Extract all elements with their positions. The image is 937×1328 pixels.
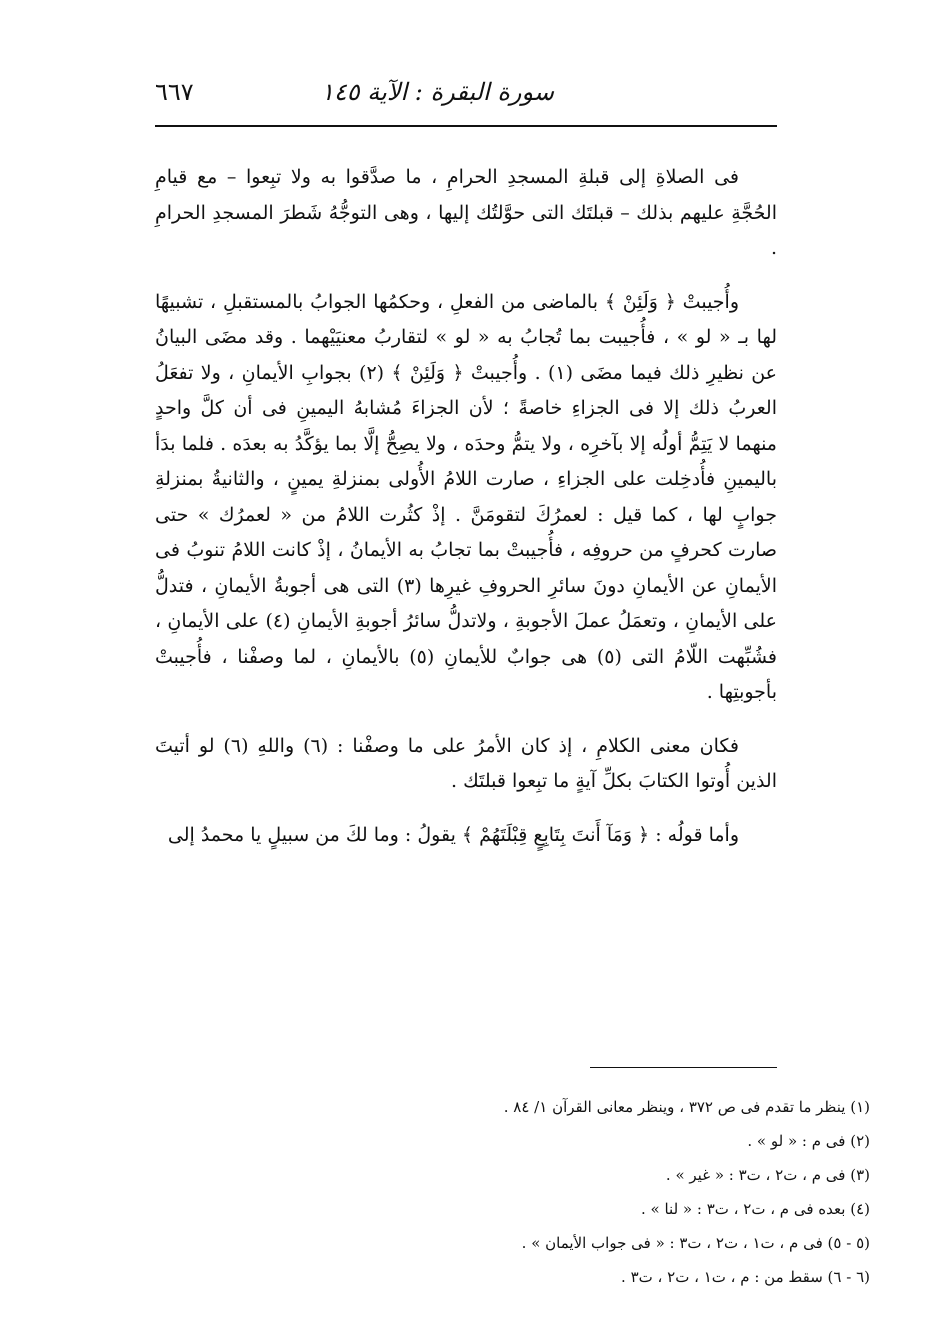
- footnote: (١) ينظر ما تقدم فى ص ٣٧٢ ، وينظر معانى القرآن ١/ ٨٤ .: [503, 1098, 870, 1116]
- page-number: ٦٦٧: [155, 78, 194, 106]
- footnote: (٤) بعده فى م ، ت٢ ، ت٣ : « لنا » .: [641, 1200, 870, 1218]
- footnote: (٦ - ٦) سقط من : م ، ت١ ، ت٢ ، ت٣ .: [621, 1268, 870, 1286]
- footnote: (٣) فى م ، ت٢ ، ت٣ : « غير » .: [665, 1166, 870, 1184]
- footnote: (٢) فى م : « لو » .: [747, 1132, 870, 1150]
- footnotes: [300, 1090, 870, 1294]
- paragraph: فى الصلاةِ إلى قبلةِ المسجدِ الحرامِ ، ما صدَّقوا به ولا تبِعوا – مع قيامِ الحُجَّةِ عليهم بذلك – قبلتَك التى حوَّلتُك إليها ، وهى التوجُّهُ شَطرَ المسجدِ الحرامِ .: [155, 166, 777, 259]
- footnote: (٥ - ٥) فى م ، ت١ ، ت٢ ، ت٣ : « فى جواب الأيمان » .: [521, 1234, 870, 1252]
- paragraph: وأُجيبتْ ﴿ وَلَئِنْ ﴾ بالماضى من الفعلِ ، وحكمُها الجوابُ بالمستقبلِ ، تشبيهًا لها بـ « لو » ، فأُجيبت بما تُجابُ به « لو » لتقاربُ معنيَيْهما . وقد مضَى البيانُ عن نظيرِ ذلك فيما مضَى (١) . وأُجيبتْ ﴿ وَلَئِنْ ﴾ (٢) بجوابِ الأيمانِ ، ولا تفعَلُ العربُ ذلك إلا فى الجزاءِ خاصةً ؛ لأن الجزاءَ مُشابهُ اليمينِ فى أن كلَّ واحدٍ منهما لا يَتِمُّ أولُه إلا بآخرِه ، ولا يتمُّ وحدَه ، ولا يصِحُّ إلَّا بما يؤكَّدُ به بعدَه . فلما بدَأ باليمينِ فأُدخِلت على الجزاءِ ، صارت اللامُ الأُولى بمنزلةِ يمينٍ ، والثانيةُ بمنزلةِ جوابٍ لها ، كما قيل : لعمرُكَ لتقومَنَّ . إذْ كثُرت اللامُ من « لعمرُك » حتى صارت كحرفٍ من حروفِه ، فأُجيبتْ بما تجابُ به الأيمانُ ، إذْ كانت اللامُ تنوبُ فى الأيمانِ عن الأيمانِ دونَ سائرِ الحروفِ غيرِها (٣) التى هى أجوبةُ الأيمانِ ، فتدلُّ على الأيمانِ ، وتعمَلُ عملَ الأجوبةِ ، ولاتدلُّ سائرُ أجوبةِ الأيمانِ (٤) على الأيمانِ ، فشُبِّهت اللّامُ التى (٥) هى جوابٌ للأيمانِ (٥) بالأيمانِ ، لما وصفْنا ، فأُجيبتْ بأجوبتِها .: [155, 290, 778, 703]
- main-text: [155, 160, 777, 853]
- running-title: سورة البقرة : الآية ١٤٥: [320, 78, 554, 106]
- footnote-rule: [590, 1067, 777, 1068]
- paragraph: وأما قولُه : ﴿ وَمَآ أَنتَ بِتَابِعٍ قِبْلَتَهُمْ ﴾ يقولُ : وما لكَ من سبيلٍ يا محمدُ إلى: [167, 823, 739, 846]
- header-rule: [155, 125, 777, 127]
- page-header: [155, 74, 779, 118]
- paragraph: فكان معنى الكلامِ ، إذ كان الأمرُ على ما وصفْنا : (٦) واللهِ (٦) لو أتيتَ الذين أُوتوا الكتابَ بكلِّ آيةٍ ما تبِعوا قبلتَك .: [155, 734, 777, 792]
